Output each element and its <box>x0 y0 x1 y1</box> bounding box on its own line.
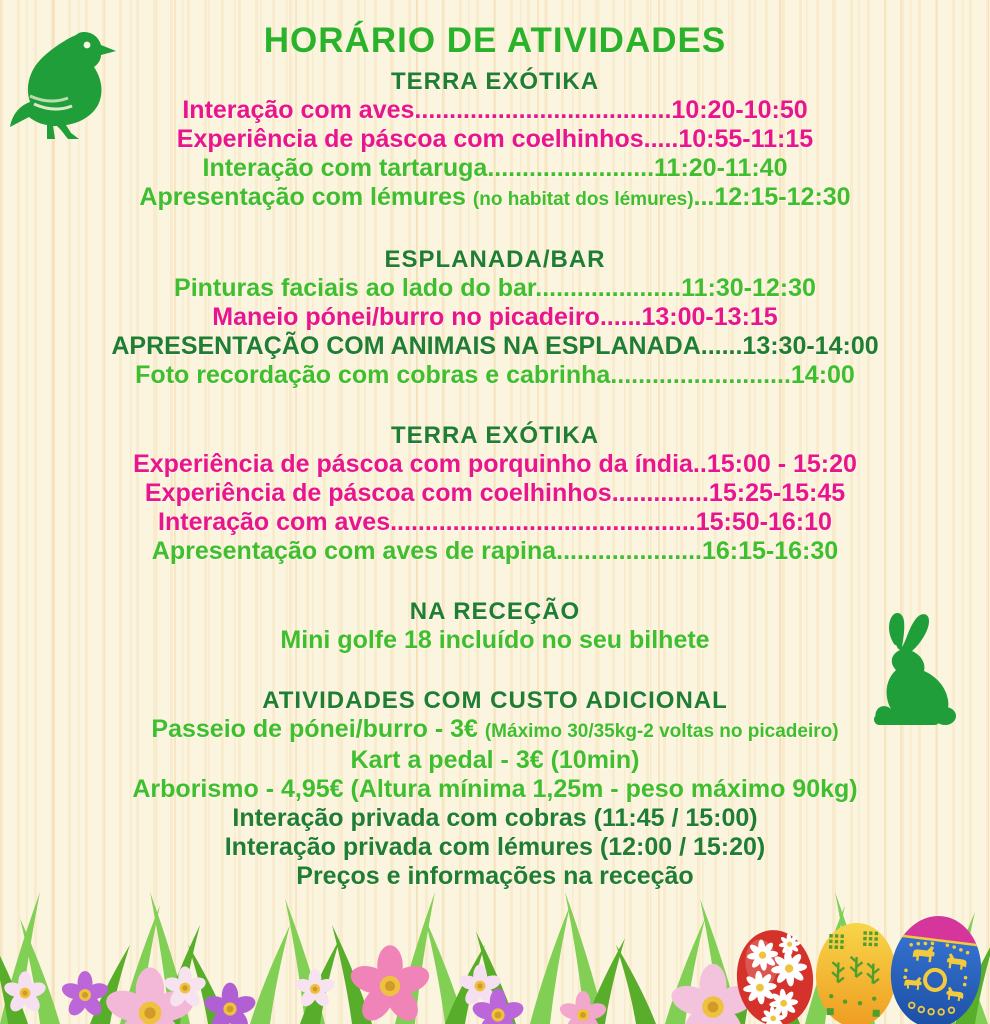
schedule-line <box>0 125 990 154</box>
section-header: TERRA EXÓTIKA <box>390 68 600 95</box>
schedule-line <box>0 450 990 479</box>
schedule-line <box>0 183 990 214</box>
schedule-line <box>0 274 990 303</box>
pigeon-icon <box>6 26 118 144</box>
line-text: Interação com aves............................................15:50-16:10 <box>158 508 832 536</box>
schedule-line <box>0 96 990 125</box>
line-text: Maneio pónei/burro no picadeiro......13:00-13:15 <box>212 303 778 331</box>
line-text: ...12:15-12:30 <box>693 183 851 211</box>
schedule-line <box>0 626 990 655</box>
easter-eggs-decoration <box>732 910 988 1024</box>
line-text: Arborismo - 4,95€ (Altura mínima 1,25m - peso máximo 90kg) <box>132 775 858 803</box>
line-text: Experiência de páscoa com coelhinhos.....10:55-11:15 <box>176 125 814 153</box>
line-text: Foto recordação com cobras e cabrinha..........................14:00 <box>135 361 855 389</box>
schedule-line <box>0 537 990 566</box>
schedule-section <box>0 246 990 390</box>
section-header: ESPLANADA/BAR <box>384 246 606 273</box>
schedule-line <box>0 361 990 390</box>
schedule-section <box>0 68 990 214</box>
line-note: (Máximo 30/35kg-2 voltas no picadeiro) <box>484 721 839 742</box>
schedule-section <box>0 422 990 566</box>
line-text: Interação privada com cobras (11:45 / 15:00) <box>232 804 758 832</box>
bottom-decoration <box>0 889 990 1024</box>
schedule-line <box>0 154 990 183</box>
page-title: HORÁRIO DE ATIVIDADES <box>263 21 727 60</box>
schedule-line <box>0 775 990 804</box>
line-text: Interação com tartaruga........................11:20-11:40 <box>202 154 788 182</box>
schedule-line <box>0 332 990 361</box>
schedule-line <box>0 715 990 746</box>
line-text: Experiência de páscoa com coelhinhos..............15:25-15:45 <box>144 479 846 507</box>
schedule-line <box>0 862 990 891</box>
section-header: TERRA EXÓTIKA <box>390 422 600 449</box>
line-text: Interação privada com lémures (12:00 / 15:20) <box>224 833 766 861</box>
section-header: ATIVIDADES COM CUSTO ADICIONAL <box>262 687 728 714</box>
easter-egg-yellow <box>814 922 898 1024</box>
line-text: Apresentação com lémures <box>139 183 473 211</box>
line-text: Passeio de pónei/burro - 3€ <box>151 715 485 743</box>
schedule-line <box>0 303 990 332</box>
schedule-sections <box>0 68 990 891</box>
line-text: Apresentação com aves de rapina.....................16:15-16:30 <box>151 537 839 565</box>
line-text: Interação com aves.....................................10:20-10:50 <box>182 96 808 124</box>
schedule-section <box>0 598 990 655</box>
line-text: APRESENTAÇÃO COM ANIMAIS NA ESPLANADA......13:30-14:00 <box>111 332 879 360</box>
schedule-line <box>0 479 990 508</box>
schedule-section <box>0 687 990 891</box>
schedule-line <box>0 746 990 775</box>
line-text: Experiência de páscoa com porquinho da índia..15:00 - 15:20 <box>133 450 857 478</box>
line-text: Mini golfe 18 incluído no seu bilhete <box>280 626 710 654</box>
schedule-line <box>0 833 990 862</box>
line-text: Pinturas faciais ao lado do bar.....................11:30-12:30 <box>174 274 816 302</box>
schedule-line <box>0 804 990 833</box>
line-text: Kart a pedal - 3€ (10min) <box>350 746 640 774</box>
line-note: (no habitat dos lémures) <box>472 189 694 210</box>
schedule-line <box>0 508 990 537</box>
section-header: NA RECEÇÃO <box>409 598 581 625</box>
line-text: Preços e informações na receção <box>296 862 694 890</box>
rabbit-icon <box>856 608 964 733</box>
